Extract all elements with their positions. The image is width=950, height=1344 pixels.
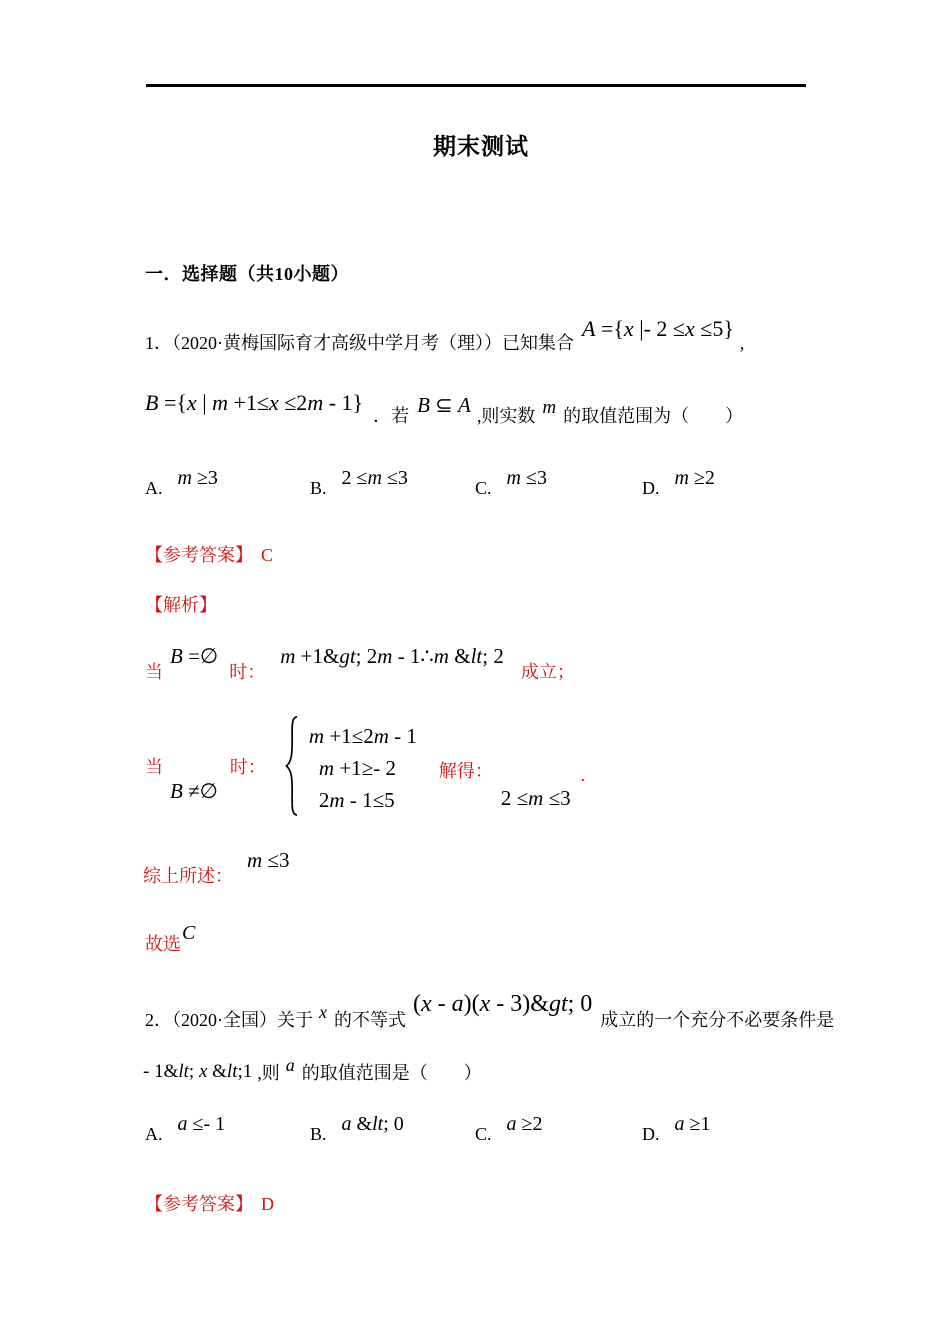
q1-choice-a <box>145 467 218 501</box>
system-line-1: m +1≤2m - 1 <box>308 724 417 748</box>
answer-value: D <box>261 1194 274 1214</box>
q2-stem-text1: 2．（2020·全国）关于 <box>145 1010 313 1030</box>
q1-answer-row <box>145 545 273 566</box>
q1-stem-line1 <box>145 316 745 358</box>
q1-conclusion-line <box>145 922 196 957</box>
q1-analysis-row <box>145 595 217 616</box>
case2-when: 当 <box>145 757 163 777</box>
choice-label: B. <box>310 1124 327 1144</box>
system-line-2: m +1≥- 2 <box>318 756 396 780</box>
q2-formula-a: a <box>285 1055 295 1075</box>
q2-choice-a <box>145 1113 226 1147</box>
q1-choices-row <box>145 467 845 518</box>
q2-formula-inequality: (x - a)(x - 3)&gt; 0 <box>413 991 593 1017</box>
q2-stem-text2: 的不等式 <box>334 1010 406 1030</box>
q2-stem-text3: 成立的一个充分不必要条件是 <box>600 1010 835 1030</box>
summary-label: 综上所述： <box>143 866 233 886</box>
choice-formula: a ≥1 <box>674 1113 711 1135</box>
choice-formula: a ≤- 1 <box>177 1113 226 1135</box>
case2-result-formula: 2 ≤m ≤3 <box>500 786 571 810</box>
choice-label: D. <box>642 478 660 498</box>
q1-case2-block <box>145 713 585 820</box>
q1-case1-line <box>145 644 575 686</box>
summary-formula: m ≤3 <box>247 848 290 872</box>
q1-choice-b <box>310 467 408 501</box>
q2-choice-b <box>310 1113 404 1147</box>
q2-stem-line1 <box>145 991 835 1038</box>
q2-choices-row <box>145 1113 845 1164</box>
case2-period: . <box>580 765 586 785</box>
q1-stem-text3: ,则实数 <box>476 406 536 426</box>
section-heading: 一．选择题（共10小题） <box>145 264 349 284</box>
choice-formula: m ≥3 <box>177 467 218 489</box>
q2-stem-text4: ,则 <box>257 1063 280 1083</box>
choice-formula: m ≥2 <box>674 467 715 489</box>
case1-condition-formula: B =∅ <box>170 644 219 668</box>
conclusion-label: 故选 <box>145 934 181 954</box>
q2-choice-c <box>475 1113 543 1147</box>
document-title: 期末测试 <box>433 133 529 159</box>
case1-then: 时： <box>229 662 266 682</box>
q2-stem-line2 <box>143 1055 482 1085</box>
analysis-label: 【解析】 <box>145 595 217 615</box>
q2-answer-row <box>145 1194 274 1215</box>
answer-value: C <box>261 545 274 565</box>
inequality-system <box>309 720 417 816</box>
choice-formula: a ≥2 <box>506 1113 543 1135</box>
q1-stem-line2 <box>145 390 744 431</box>
q1-stem-text2: ．若 <box>373 406 410 426</box>
q1-choice-c <box>475 467 547 501</box>
choice-formula: a &lt; 0 <box>341 1113 404 1135</box>
conclusion-answer: C <box>182 922 196 944</box>
case1-when: 当 <box>145 662 163 682</box>
system-brace-icon <box>284 715 300 822</box>
case2-condition-formula: B ≠∅ <box>170 779 218 803</box>
choice-label: A. <box>145 478 163 498</box>
q1-choice-d <box>642 467 715 501</box>
q1-formula-m: m <box>542 397 557 418</box>
case2-then: 时： <box>229 757 266 777</box>
q1-summary-line <box>143 848 290 890</box>
system-line-3: 2m - 1≤5 <box>318 788 395 812</box>
q2-stem-text5: 的取值范围是（ ） <box>301 1063 482 1083</box>
q1-formula-set-b: B ={x | m +1≤x ≤2m - 1} <box>145 390 364 415</box>
choice-label: C. <box>475 1124 492 1144</box>
q1-formula-set-a: A ={x |- 2 ≤x ≤5} <box>582 316 734 341</box>
case1-derivation-formula: m +1&gt; 2m - 1∴m &lt; 2 <box>280 644 504 668</box>
q2-formula-x: x <box>319 1002 327 1022</box>
header-rule <box>146 84 806 87</box>
q1-formula-subset: B ⊆ A <box>417 393 471 417</box>
choice-label: B. <box>310 478 327 498</box>
choice-label: A. <box>145 1124 163 1144</box>
case1-holds: 成立； <box>520 662 575 682</box>
answer-label: 【参考答案】 <box>145 545 253 565</box>
choice-label: C. <box>475 478 492 498</box>
choice-formula: m ≤3 <box>506 467 547 489</box>
choice-formula: 2 ≤m ≤3 <box>341 467 408 489</box>
choice-label: D. <box>642 1124 660 1144</box>
answer-label: 【参考答案】 <box>145 1194 253 1214</box>
q2-formula-range: - 1&lt; x &lt;1 <box>143 1061 253 1082</box>
q1-stem-comma: , <box>739 333 745 353</box>
q1-stem-text: 1．（2020·黄梅国际育才高级中学月考（理））已知集合 <box>145 333 574 353</box>
case2-solve-label: 解得： <box>438 761 493 781</box>
q2-choice-d <box>642 1113 711 1147</box>
q1-stem-text4: 的取值范围为（ ） <box>563 406 744 426</box>
